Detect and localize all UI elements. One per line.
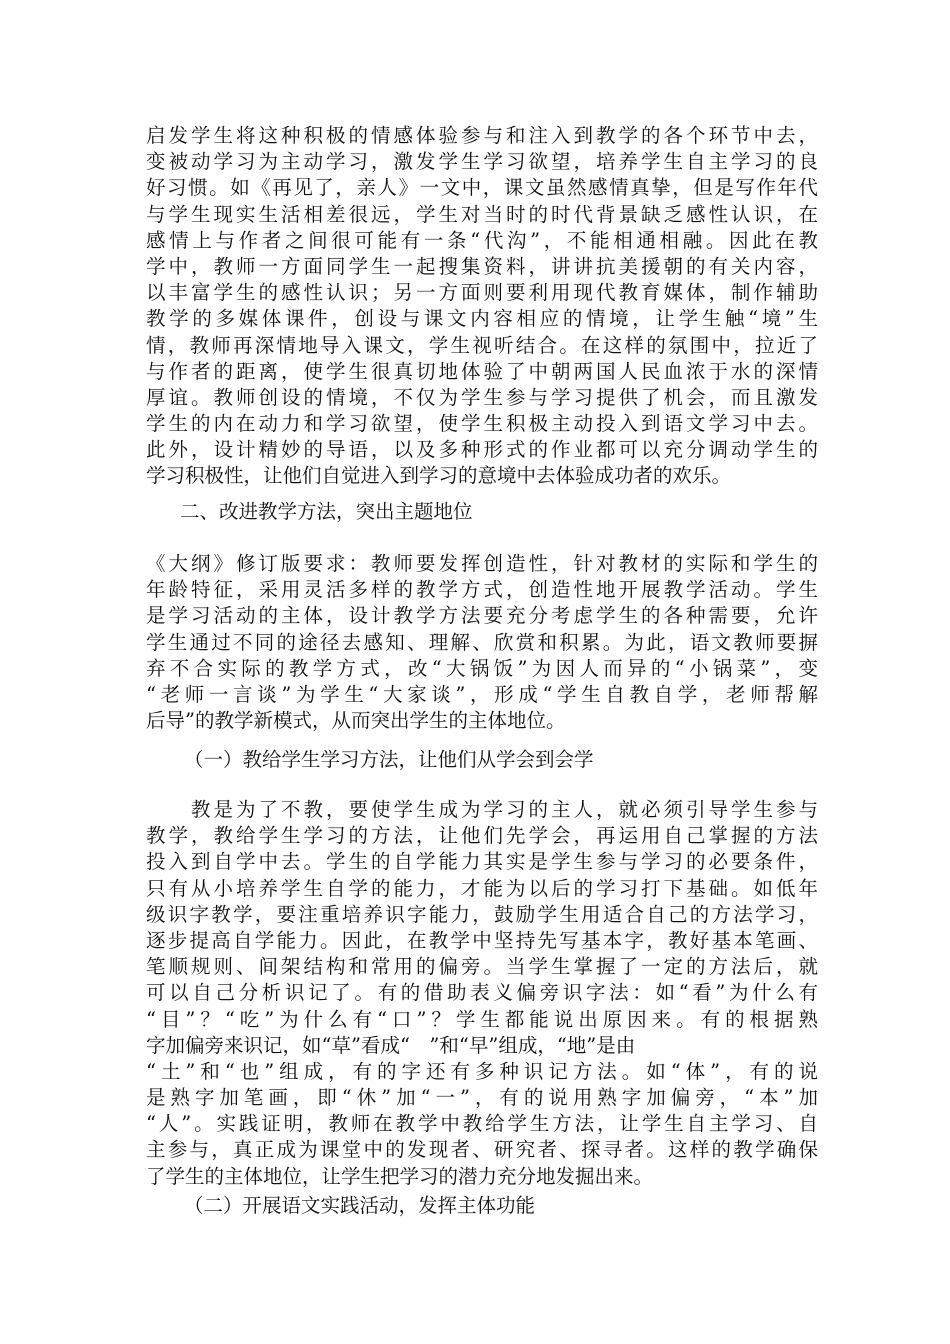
paragraph-line: 以丰富学生的感性认识；另一方面则要利用现代教育媒体，制作辅助	[146, 281, 818, 305]
paragraph-line: 与学生现实生活相差很远，学生对当时的时代背景缺乏感性认识，在	[146, 202, 818, 226]
paragraph-line: 笔顺规则、间架结构和常用的偏旁。当学生掌握了一定的方法后，就	[146, 955, 818, 979]
paragraph-line: 级识字教学，要注重培养识字能力，鼓励学生用适合自己的方法学习，	[146, 902, 818, 926]
paragraph-line: 教学的多媒体课件，创设与课文内容相应的情境，让学生触“境”生	[146, 307, 818, 331]
paragraph-line: “老师一言谈”为学生“大家谈”，形成“学生自教自学，老师帮解	[146, 682, 818, 706]
paragraph-line: 启发学生将这种积极的情感体验参与和注入到教学的各个环节中去，	[146, 124, 818, 147]
paragraph-line: 是学习活动的主体，设计教学方法要充分考虑学生的各种需要，允许	[146, 604, 818, 628]
paragraph-line: 弃不合实际的教学方式，改“大锅饭”为因人而异的“小锅菜”，变	[146, 656, 818, 680]
paragraph-line: 后导”的教学新模式，从而突出学生的主体地位。	[146, 709, 566, 733]
paragraph-line: “人”。实践证明，教师在教学中教给学生方法，让学生自主学习、自	[146, 1112, 818, 1136]
paragraph-syllabus-requirements	[146, 551, 818, 734]
paragraph-line: 主参与，真正成为课堂中的发现者、研究者、探寻者。这样的教学确保	[146, 1138, 818, 1162]
paragraph-teach-to-learn	[146, 797, 818, 1190]
paragraph-line: 好习惯。如《再见了，亲人》一文中，课文虽然感情真挚，但是写作年代	[146, 176, 818, 200]
subsection-heading-practice-activities: （二）开展语文实践活动，发挥主体功能	[184, 1194, 536, 1217]
paragraph-line: 学中，教师一方面同学生一起搜集资料，讲讲抗美援朝的有关内容，	[146, 254, 818, 278]
paragraph-line: 学生的内在动力和学习欲望，使学生积极主动投入到语文学习中去。	[146, 412, 818, 436]
paragraph-line: “目”？“吃”为什么有“口”？学生都能说出原因来。有的根据熟	[146, 1007, 818, 1031]
paragraph-line: 了学生的主体地位，让学生把学习的潜力充分地发掘出来。	[146, 1164, 654, 1188]
paragraph-line: 字加偏旁来识记，如“草”看成“ ”和“早”组成，“地”是由	[146, 1033, 636, 1057]
paragraph-line: 学习积极性，让他们自觉进入到学习的意境中去体验成功者的欢乐。	[146, 464, 732, 488]
paragraph-line: 变被动学习为主动学习，激发学生学习欲望，培养学生自主学习的良	[146, 150, 818, 174]
paragraph-line: 是熟字加笔画，即“休”加“一”，有的说用熟字加偏旁，“本”加	[146, 1086, 818, 1110]
paragraph-line: 此外，设计精妙的导语，以及多种形式的作业都可以充分调动学生的	[146, 438, 818, 462]
paragraph-line: 可以自己分析识记了。有的借助表义偏旁识字法：如“看”为什么有	[146, 981, 818, 1005]
paragraph-line: 厚谊。教师创设的情境，不仅为学生参与学习提供了机会，而且激发	[146, 385, 818, 409]
paragraph-line: 与作者的距离，使学生很真切地体验了中朝两国人民血浓于水的深情	[146, 359, 818, 383]
paragraph-line: 逐步提高自学能力。因此，在教学中坚持先写基本字，教好基本笔画、	[146, 928, 818, 952]
paragraph-line: 教是为了不教，要使学生成为学习的主人，就必须引导学生参与	[146, 798, 818, 821]
subsection-heading-learning-methods: （一）教给学生学习方法，让他们从学会到会学	[184, 748, 594, 771]
paragraph-line: 情，教师再深情地导入课文，学生视听结合。在这样的氛围中，拉近了	[146, 333, 818, 357]
paragraph-line: 只有从小培养学生自学的能力，才能为以后的学习打下基础。如低年	[146, 876, 818, 900]
paragraph-line: 年龄特征，采用灵活多样的教学方式，创造性地开展教学活动。学生	[146, 578, 818, 602]
paragraph-line: 感情上与作者之间很可能有一条“代沟”，不能相通相融。因此在教	[146, 228, 818, 252]
paragraph-line: 教学，教给学生学习的方法，让他们先学会，再运用自己掌握的方法	[146, 824, 818, 848]
paragraph-line: “土”和“也”组成，有的字还有多种识记方法。如“体”，有的说	[146, 1059, 818, 1083]
paragraph-line: 学生通过不同的途径去感知、理解、欣赏和积累。为此，语文教师要摒	[146, 630, 818, 654]
paragraph-line: 投入到自学中去。学生的自学能力其实是学生参与学习的必要条件，	[146, 850, 818, 874]
section-heading-teaching-methods: 二、改进教学方法，突出主题地位	[180, 500, 473, 523]
paragraph-feeling-experience	[146, 123, 818, 490]
paragraph-line: 《大纲》修订版要求：教师要发挥创造性，针对教材的实际和学生的	[146, 552, 818, 575]
